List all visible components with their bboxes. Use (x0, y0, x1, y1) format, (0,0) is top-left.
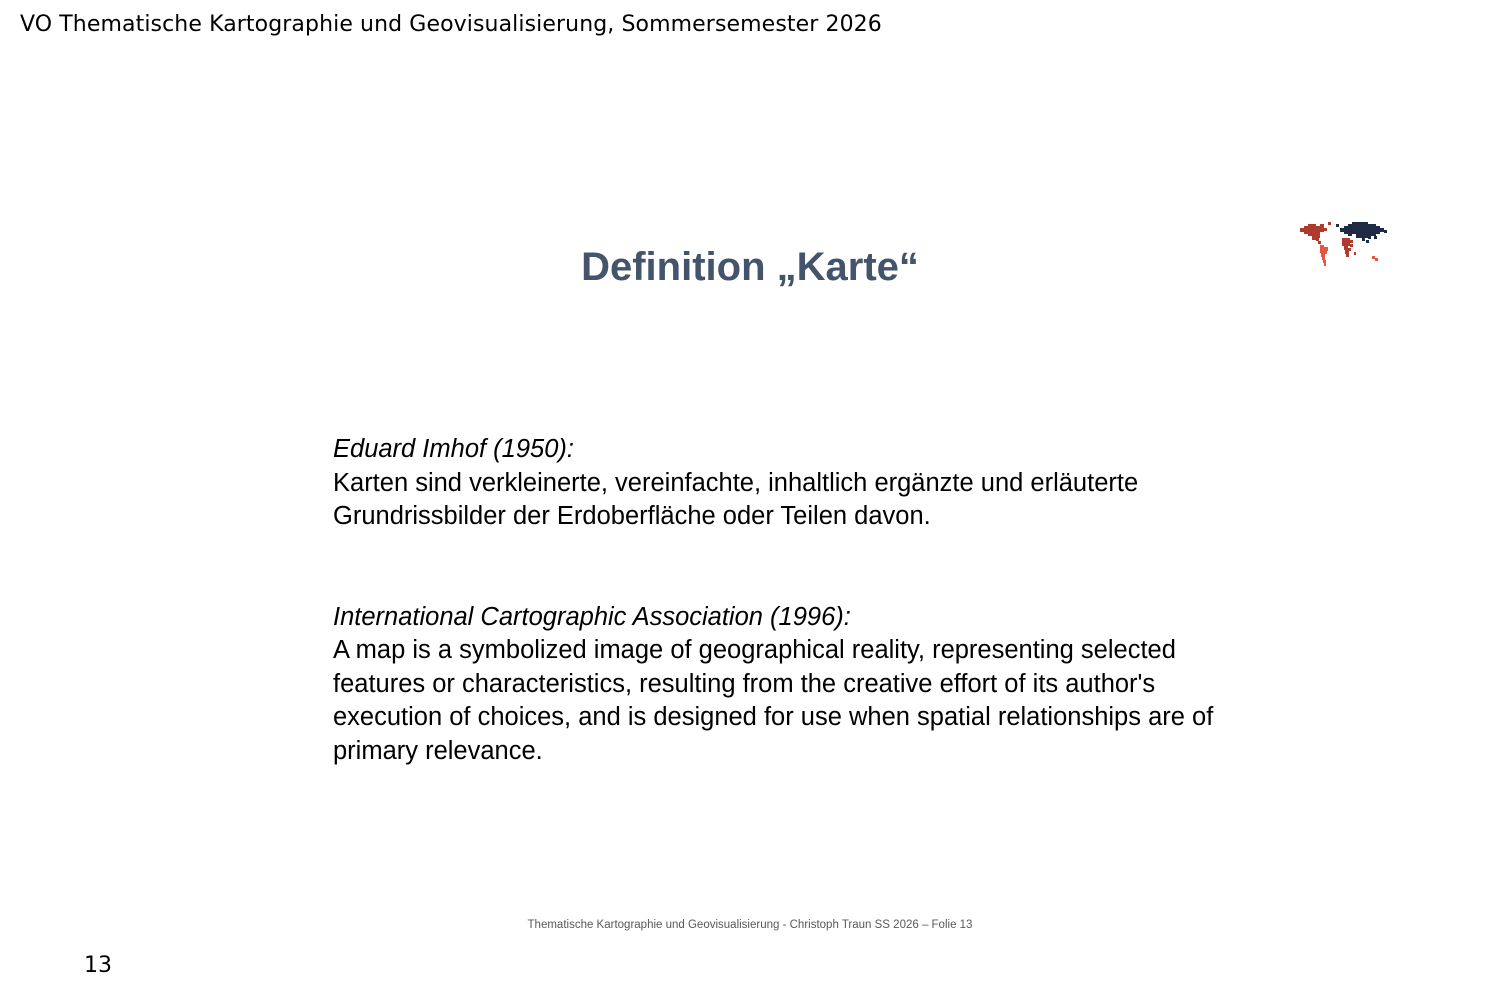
slide-footer: Thematische Kartographie und Geovisualisierung - Christoph Traun SS 2026 – Folie 13 (527, 919, 973, 931)
north-america-shape (1300, 222, 1331, 244)
page-number: 13 (84, 953, 112, 978)
definition-imhof (333, 433, 1233, 534)
definition-source: International Cartographic Association (1996): (333, 602, 851, 631)
definition-source: Eduard Imhof (1950): (333, 435, 574, 463)
definition-ica (333, 601, 1233, 769)
slide-title: Definition „Karte“ (581, 245, 919, 289)
definition-text: A map is a symbolized image of geographical reality, representing selected features or characteristics, resulting from the creative effort of its author's execution of choices, and is designed for use when spatial relationships are of primary relevance. (333, 636, 1214, 765)
definition-text: Karten sind verkleinerte, vereinfachte, inhaltlich ergänzte und erläuterte Grundrissbilder der Erdoberfläche oder Teilen davon. (333, 468, 1139, 530)
course-header: VO Thematische Kartographie und Geovisualisierung, Sommersemester 2026 (20, 12, 882, 37)
definitions-body (333, 433, 1233, 768)
